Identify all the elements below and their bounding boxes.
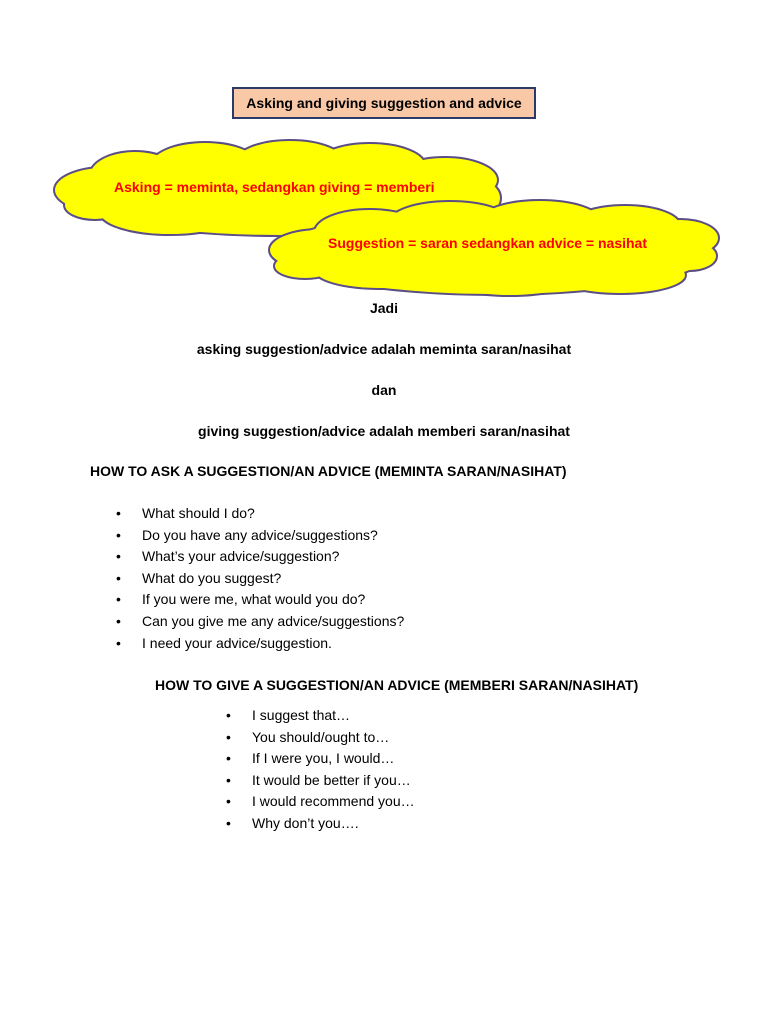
list-item-text: Can you give me any advice/suggestions? — [142, 612, 405, 629]
ask-section-heading: HOW TO ASK A SUGGESTION/AN ADVICE (MEMINTA SARAN/NASIHAT) — [90, 463, 567, 479]
bullet-glyph: • — [116, 634, 121, 651]
intro-dan: dan — [371, 382, 397, 398]
bullet-glyph: • — [116, 591, 121, 608]
bullet-glyph: • — [116, 548, 121, 565]
give-section-heading: HOW TO GIVE A SUGGESTION/AN ADVICE (MEMBERI SARAN/NASIHAT) — [155, 677, 639, 693]
bullet-glyph: • — [226, 750, 231, 767]
bullet-glyph: • — [226, 728, 231, 745]
list-item-text: I suggest that… — [252, 707, 351, 723]
list-item-text: It would be better if you… — [252, 771, 411, 788]
intro-giving-line: giving suggestion/advice adalah memberi saran/nasihat — [198, 423, 570, 439]
list-item-text: Why don’t you…. — [252, 814, 359, 831]
cloud-text-suggestion: Suggestion = saran sedangkan advice = nasihat — [328, 235, 648, 251]
bullet-glyph: • — [116, 612, 121, 629]
intro-jadi: Jadi — [369, 300, 398, 316]
list-item-text: What’s your advice/suggestion? — [142, 548, 340, 565]
list-item-text: What do you suggest? — [142, 569, 282, 586]
bullet-glyph: • — [226, 793, 231, 810]
intro-asking-line: asking suggestion/advice adalah meminta saran/nasihat — [196, 341, 572, 357]
bullet-glyph: • — [116, 526, 121, 543]
list-item-text: I would recommend you… — [252, 793, 415, 810]
bullet-glyph: • — [226, 707, 231, 723]
bullet-glyph: • — [116, 569, 121, 586]
list-item-text: I need your advice/suggestion. — [142, 634, 332, 651]
page-title: Asking and giving suggestion and advice — [246, 95, 522, 111]
list-item-text: Do you have any advice/suggestions? — [142, 526, 378, 543]
list-item-text: If I were you, I would… — [252, 750, 395, 767]
bullet-glyph: • — [116, 505, 121, 521]
clouds-graphic — [0, 0, 768, 320]
bullet-glyph: • — [226, 814, 231, 831]
list-item-text: If you were me, what would you do? — [142, 591, 366, 608]
list-item-text: You should/ought to… — [252, 728, 390, 745]
bullet-glyph: • — [226, 771, 231, 788]
list-item-text: What should I do? — [142, 505, 255, 521]
cloud-text-asking: Asking = meminta, sedangkan giving = memberi — [114, 179, 435, 195]
